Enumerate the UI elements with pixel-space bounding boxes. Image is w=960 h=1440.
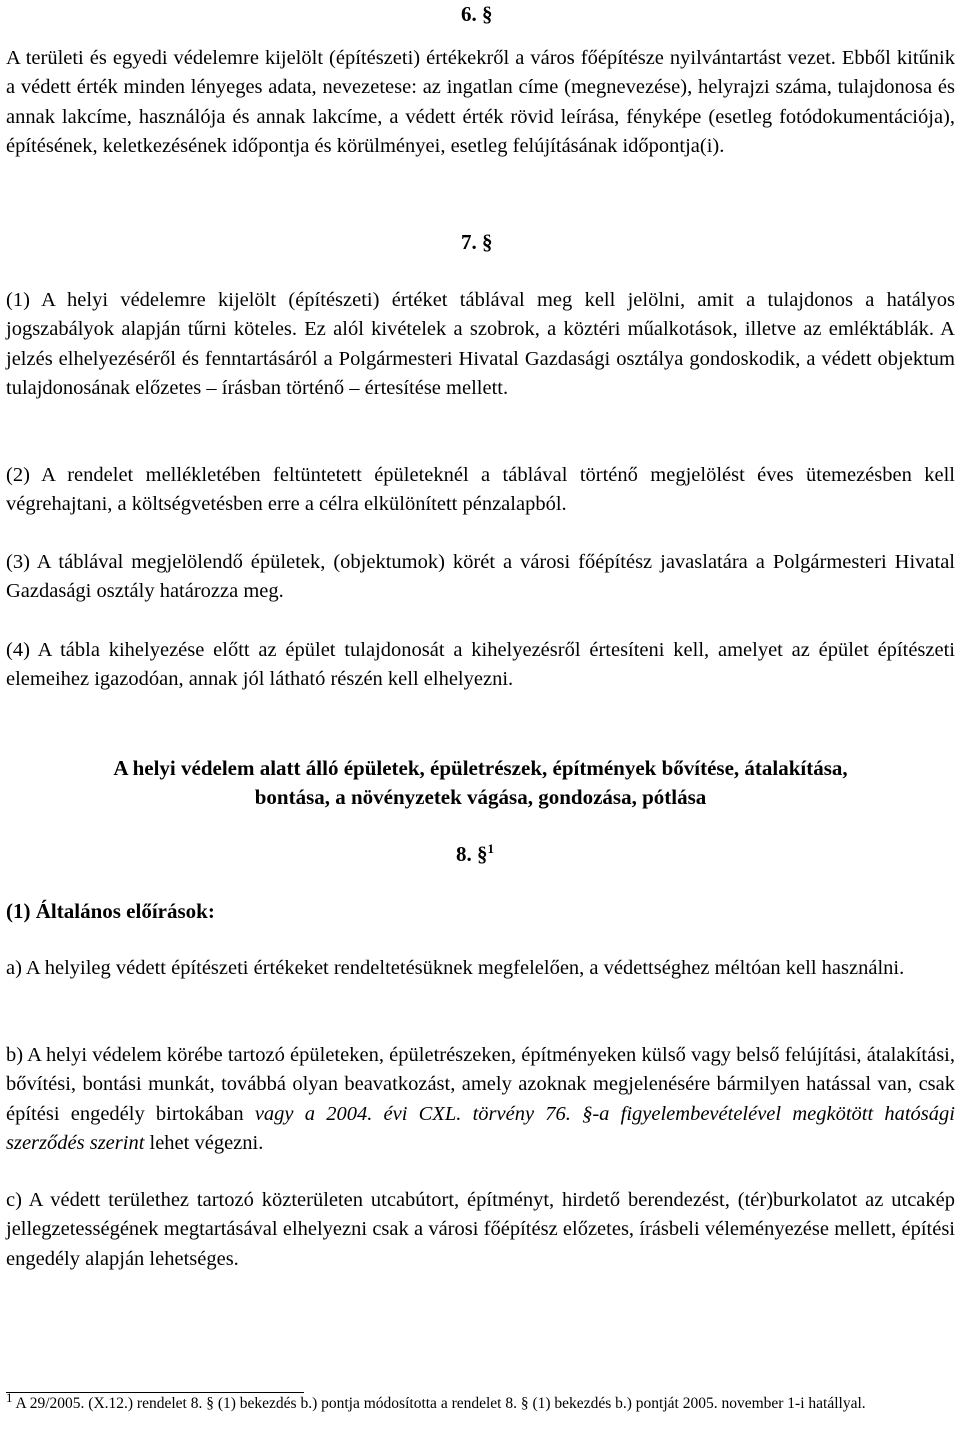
section-7-paragraph-4: (4) A tábla kihelyezése előtt az épület tulajdonosát a kihelyezésről értesíteni kell, amelyet az épület építészeti elemeihez igazodóan, annak jól látható részén kell elhelyezni. [6, 639, 955, 691]
section-7-paragraph-1: (1) A helyi védelemre kijelölt (építészeti) értéket táblával meg kell jelölni, amit a tulajdonos a hatályos jogszabályok alapján tűrni köteles. Ez alól kivételek a szobrok, a köztéri műalkotások, illetve az emléktáblák. A jelzés elhelyezéséről és fenntartásáról a Polgármesteri Hivatal Gazdasági osztálya gondoskodik, a védett objektum tulajdonosának előzetes – írásban történő – értesítése mellett. [6, 289, 955, 400]
provision-b [6, 1041, 955, 1159]
section-8-label: 8. § [456, 842, 488, 866]
section-7-heading: 7. § [461, 230, 493, 254]
provision-b-text: b) A helyi védelem körébe tartozó épületeken, épületrészeken, építményeken külső vagy belső felújítási, átalakítási, bővítési, bontási munkát, továbbá olyan beavatkozást, amely azoknak megjelenésére bármilyen hatással van, csak építési engedély birtokában [6, 1044, 955, 1125]
provision-b-tail: lehet végezni. [144, 1132, 264, 1155]
chapter-heading-line-2: bontása, a növényzetek vágása, gondozása, pótlása [254, 785, 707, 809]
provision-a: a) A helyileg védett építészeti értékeket rendeltetésüknek megfelelően, a védettséghez méltóan kell használni. [6, 957, 905, 979]
section-7-paragraph-2: (2) A rendelet mellékletében feltüntetett épületeknél a táblával történő megjelölést éves ütemezésben kell végrehajtani, a költségvetésben erre a célra elkülönített pénzalapból. [6, 464, 955, 516]
section-6-paragraph: A területi és egyedi védelemre kijelölt (építészeti) értékekről a város főépítésze nyilvántartást vezet. Ebből kitűnik a védett érték minden lényeges adata, nevezetese: az ingatlan címe (megnevezése), helyrajzi száma, tulajdonosa és annak lakcíme, használója és annak lakcíme, a védett érték rövid leírása, fényképe (esetleg fotódokumentációja), építésének, keletkezésének időpontja és körülményei, esetleg felújításának időpontja(i). [6, 47, 955, 158]
general-provisions-subheading: (1) Általános előírások: [6, 899, 215, 923]
footnote-reference: 1 [487, 841, 494, 856]
section-8-heading [456, 840, 494, 869]
footnote [6, 1389, 955, 1415]
section-7-paragraph-3: (3) A táblával megjelölendő épületek, (objektumok) körét a városi főépítész javaslatára a Polgármesteri Hivatal Gazdasági osztály határozza meg. [6, 551, 955, 603]
footnote-text: A 29/2005. (X.12.) rendelet 8. § (1) bekezdés b.) pontja módosította a rendelet 8. § (1) bekezdés b.) pontját 2005. november 1-i hatállyal. [12, 1395, 866, 1412]
section-6-heading: 6. § [461, 2, 493, 26]
provision-c: c) A védett területhez tartozó közterületen utcabútort, építményt, hirdető berendezést, (tér)burkolatot az utcakép jellegzetességének megtartásával elhelyezni csak a városi főépítész előzetes, írásbeli véleményezése mellett, építési engedély alapján lehetséges. [6, 1189, 955, 1270]
footnote-mark: 1 [6, 1389, 13, 1405]
provision-b-italic: vagy a 2004. évi CXL. törvény 76. §-a figyelembevételével megkötött hatósági szerződés szerint [6, 1102, 955, 1155]
chapter-heading [6, 754, 955, 812]
chapter-heading-line-1: A helyi védelem alatt álló épületek, épületrészek, építmények bővítése, átalakítása, [113, 756, 848, 780]
